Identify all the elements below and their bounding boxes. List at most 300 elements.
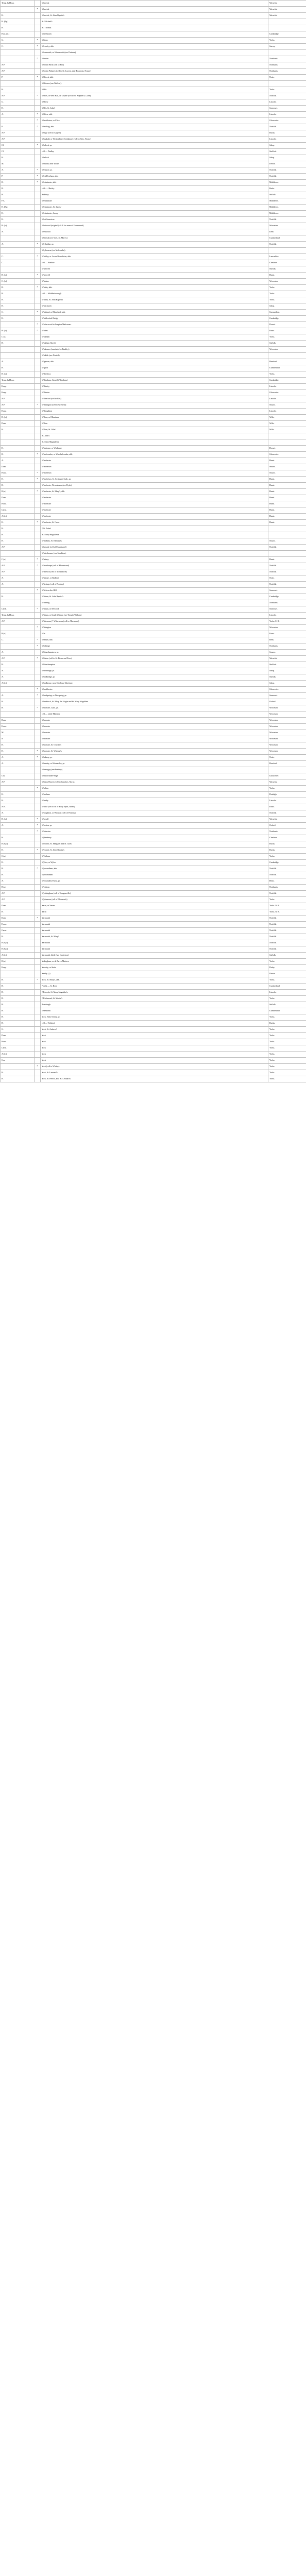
order-type-cell: A. bbox=[1, 575, 35, 582]
mark-cell bbox=[35, 409, 41, 415]
index-row bbox=[1, 569, 306, 575]
house-name-cell: Willerton bbox=[41, 390, 268, 396]
mark-cell bbox=[35, 291, 41, 297]
order-type-cell: Hosp. bbox=[1, 384, 35, 390]
county-cell: Worcester. bbox=[268, 742, 306, 749]
house-name-cell: Warwick, St. John Baptist's bbox=[41, 13, 268, 19]
mark-cell bbox=[35, 390, 41, 396]
index-row bbox=[1, 161, 306, 167]
order-type-cell: H. bbox=[1, 742, 35, 749]
mark-cell bbox=[35, 341, 41, 347]
mark-cell: * bbox=[35, 866, 41, 872]
house-name-cell: Wigton bbox=[41, 365, 268, 371]
county-cell: Yorks. bbox=[268, 87, 306, 93]
house-name-cell: Yarmouth bbox=[41, 940, 268, 946]
index-row bbox=[1, 143, 306, 149]
house-name-cell: Warwick bbox=[41, 7, 268, 13]
county-cell: Hereford. bbox=[268, 359, 306, 365]
order-type-cell: Dom. bbox=[1, 495, 35, 501]
county-cell: Lincoln. bbox=[268, 396, 306, 402]
mark-cell: * bbox=[35, 563, 41, 569]
index-row bbox=[1, 334, 306, 341]
index-row bbox=[1, 514, 306, 520]
house-name-cell: Wrexby bbox=[41, 798, 268, 804]
county-cell: Norfolk. bbox=[268, 545, 306, 551]
index-row bbox=[1, 798, 306, 804]
index-row bbox=[1, 637, 306, 643]
index-row bbox=[1, 681, 306, 687]
county-cell bbox=[268, 433, 306, 439]
mark-cell bbox=[35, 266, 41, 273]
house-name-cell: Wilton, St. Giles' bbox=[41, 427, 268, 433]
county-cell bbox=[268, 81, 306, 87]
county-cell: Norfolk. bbox=[268, 916, 306, 922]
mark-cell bbox=[35, 316, 41, 322]
order-type-cell: Dom. bbox=[1, 916, 35, 922]
order-type-cell: C. (a.) bbox=[1, 279, 35, 285]
index-row bbox=[1, 674, 306, 681]
mark-cell bbox=[35, 87, 41, 93]
index-row bbox=[1, 452, 306, 458]
index-row bbox=[1, 198, 306, 205]
order-type-cell: H. bbox=[1, 303, 35, 310]
house-name-cell: Yarmouth bbox=[41, 922, 268, 928]
house-name-cell: Witham, or Selwood bbox=[41, 606, 268, 613]
county-cell: Bucks. bbox=[268, 1021, 306, 1027]
order-type-cell: Cl. bbox=[1, 149, 35, 155]
county-cell: Suffolk. bbox=[268, 674, 306, 681]
county-cell: Kent. bbox=[268, 229, 306, 235]
house-name-cell: Wareside (cell of Mountsorel) bbox=[41, 545, 268, 551]
county-cell: Warwick. bbox=[268, 13, 306, 19]
mark-cell bbox=[35, 711, 41, 718]
county-cell: Surrey. bbox=[268, 44, 306, 50]
index-row bbox=[1, 613, 306, 619]
county-cell: Worcester. bbox=[268, 279, 306, 285]
index-row bbox=[1, 347, 306, 353]
county-cell: Hants. bbox=[268, 507, 306, 514]
county-cell: Hants. bbox=[268, 520, 306, 526]
county-cell: Lincoln. bbox=[268, 99, 306, 106]
county-cell: Hants. bbox=[268, 477, 306, 483]
mark-cell bbox=[35, 959, 41, 965]
mark-cell bbox=[35, 569, 41, 575]
mark-cell bbox=[35, 137, 41, 143]
mark-cell bbox=[35, 223, 41, 229]
index-row bbox=[1, 223, 306, 229]
house-name-cell: Westwood (originally A.P. for nuns of Fontevrault) bbox=[41, 223, 268, 229]
county-cell: Hants. bbox=[268, 514, 306, 520]
order-type-cell: Temp. & Hosp. bbox=[1, 613, 35, 619]
house-name-cell: Witeringe (cell of Pontery) bbox=[41, 582, 268, 588]
house-name-cell: Worcester, Cath., pr. bbox=[41, 705, 268, 711]
index-row bbox=[1, 186, 306, 192]
order-type-cell: P. bbox=[1, 124, 35, 130]
index-row bbox=[1, 928, 306, 934]
order-type-cell: B. bbox=[1, 341, 35, 347]
house-name-cell: Winchester bbox=[41, 458, 268, 464]
mark-cell bbox=[35, 779, 41, 786]
mark-cell: * bbox=[35, 38, 41, 44]
index-row bbox=[1, 736, 306, 742]
mark-cell bbox=[35, 940, 41, 946]
index-row bbox=[1, 217, 306, 223]
index-row bbox=[1, 235, 306, 242]
mark-cell: * bbox=[35, 174, 41, 180]
county-cell: Norfolk. bbox=[268, 124, 306, 130]
mark-cell: * bbox=[35, 273, 41, 279]
house-name-cell: Winchester bbox=[41, 514, 268, 520]
index-row bbox=[1, 99, 306, 106]
mark-cell: * bbox=[35, 124, 41, 130]
index-row bbox=[1, 557, 306, 563]
house-name-cell: Wilbraham, Great (Wilbraham) bbox=[41, 378, 268, 384]
county-cell: Gloucester. bbox=[268, 118, 306, 124]
house-name-cell: cell — Middlesborough bbox=[41, 291, 268, 297]
index-row bbox=[1, 699, 306, 705]
index-row bbox=[1, 711, 306, 718]
house-name-cell: cell — Tickford bbox=[41, 1021, 268, 1027]
index-row bbox=[1, 402, 306, 409]
order-type-cell: H. bbox=[1, 365, 35, 371]
index-row bbox=[1, 415, 306, 421]
index-row bbox=[1, 1002, 306, 1008]
order-type-cell: A.P. bbox=[1, 93, 35, 99]
house-name-cell: Sudbury bbox=[41, 192, 268, 198]
county-cell: Notts. bbox=[268, 75, 306, 81]
mark-cell bbox=[35, 946, 41, 953]
order-type-cell: H. bbox=[1, 662, 35, 668]
index-row bbox=[1, 507, 306, 514]
index-row bbox=[1, 934, 306, 940]
mark-cell bbox=[35, 415, 41, 421]
index-row bbox=[1, 130, 306, 137]
county-cell: Worcester. bbox=[268, 223, 306, 229]
index-row bbox=[1, 180, 306, 186]
mark-cell bbox=[35, 841, 41, 848]
index-row bbox=[1, 817, 306, 823]
order-type-cell: A. bbox=[1, 693, 35, 699]
index-row bbox=[1, 38, 306, 44]
index-row bbox=[1, 878, 306, 885]
mark-cell bbox=[35, 1070, 41, 1076]
county-cell: Middlesex. bbox=[268, 205, 306, 211]
order-type-cell: A.P. bbox=[1, 137, 35, 143]
index-row bbox=[1, 984, 306, 990]
county-cell: Northants. bbox=[268, 829, 306, 835]
index-row bbox=[1, 588, 306, 594]
index-row bbox=[1, 538, 306, 545]
order-type-cell: A.P. bbox=[1, 545, 35, 551]
order-type-cell: A.P. bbox=[1, 69, 35, 75]
order-type-cell: H. bbox=[1, 848, 35, 854]
county-cell: Suffolk. bbox=[268, 341, 306, 347]
order-type-cell: A.(fr.) bbox=[1, 1052, 35, 1058]
county-cell: Dorset. bbox=[268, 322, 306, 328]
order-type-cell: B. bbox=[1, 1002, 35, 1008]
index-row bbox=[1, 112, 306, 118]
county-cell: Yorks. bbox=[268, 334, 306, 341]
index-row bbox=[1, 316, 306, 322]
mark-cell bbox=[35, 1014, 41, 1021]
mark-cell bbox=[35, 62, 41, 69]
mark-cell bbox=[35, 545, 41, 551]
house-name-cell: Winchcombe, or Winchelcombe, abb. bbox=[41, 452, 268, 458]
county-cell: Worcester. bbox=[268, 730, 306, 736]
house-name-cell: Wotton-under-Edge bbox=[41, 773, 268, 779]
house-name-cell: West Somerton bbox=[41, 217, 268, 223]
order-type-cell: A.H. bbox=[1, 804, 35, 810]
index-row bbox=[1, 1064, 306, 1070]
house-name-cell: Westacre, pr. bbox=[41, 167, 268, 174]
county-cell: Yorks. bbox=[268, 1033, 306, 1039]
mark-cell bbox=[35, 1058, 41, 1064]
mark-cell bbox=[35, 1008, 41, 1014]
order-type-cell: Dom. bbox=[1, 718, 35, 724]
house-name-cell: Westminster bbox=[41, 198, 268, 205]
mark-cell bbox=[35, 922, 41, 928]
mark-cell: * bbox=[35, 786, 41, 792]
mark-cell bbox=[35, 674, 41, 681]
order-type-cell: M. bbox=[1, 730, 35, 736]
order-type-cell: A. bbox=[1, 229, 35, 235]
order-type-cell: B. bbox=[1, 977, 35, 984]
house-name-cell: St. Thomas'. bbox=[41, 25, 268, 31]
index-row bbox=[1, 965, 306, 971]
county-cell: Warwick. bbox=[268, 1, 306, 7]
index-row bbox=[1, 1045, 306, 1052]
order-type-cell: H. bbox=[1, 477, 35, 483]
county-cell: Essex. bbox=[268, 631, 306, 637]
mark-cell bbox=[35, 804, 41, 810]
county-cell: Worcester. bbox=[268, 625, 306, 631]
mark-cell bbox=[35, 483, 41, 489]
mark-cell bbox=[35, 1033, 41, 1039]
mark-cell bbox=[35, 439, 41, 446]
mark-cell bbox=[35, 742, 41, 749]
index-row bbox=[1, 977, 306, 984]
county-cell: Essex. bbox=[268, 804, 306, 810]
index-row bbox=[1, 303, 306, 310]
order-type-cell: B. bbox=[1, 990, 35, 996]
mark-cell bbox=[35, 600, 41, 606]
mark-cell bbox=[35, 909, 41, 916]
order-type-cell: M. bbox=[1, 161, 35, 167]
house-name-cell: Weybridge, pr. bbox=[41, 242, 268, 248]
order-type-cell: B. (a.) bbox=[1, 371, 35, 378]
index-row bbox=[1, 823, 306, 829]
index-row bbox=[1, 439, 306, 446]
order-type-cell: A.P. bbox=[1, 563, 35, 569]
county-cell: Hants. bbox=[268, 273, 306, 279]
county-cell: Berks. bbox=[268, 186, 306, 192]
house-name-cell: Wormegay (see Pentney). bbox=[41, 767, 268, 773]
order-type-cell: H.(Ep.) bbox=[1, 946, 35, 953]
mark-cell bbox=[35, 229, 41, 235]
mark-cell bbox=[35, 433, 41, 439]
index-row bbox=[1, 266, 306, 273]
index-row bbox=[1, 687, 306, 693]
house-name-cell: Yarmouth bbox=[41, 946, 268, 953]
county-cell: Salop. bbox=[268, 303, 306, 310]
house-name-cell: Wearmouth, or Weremouth (see Durham). bbox=[41, 50, 268, 56]
order-type-cell bbox=[1, 439, 35, 446]
order-type-cell: C. bbox=[1, 254, 35, 260]
mark-cell bbox=[35, 446, 41, 452]
county-cell: Worcester. bbox=[268, 736, 306, 742]
house-name-cell: † Lincoln, St. Mary Magdalen's bbox=[41, 990, 268, 996]
mark-cell: * bbox=[35, 916, 41, 922]
order-type-cell: A.P. bbox=[1, 897, 35, 903]
index-row bbox=[1, 69, 306, 75]
county-cell: Suffolk. bbox=[268, 953, 306, 959]
county-cell: Yorks. bbox=[268, 1039, 306, 1045]
house-name-cell: Wellow, abb. bbox=[41, 112, 268, 118]
index-row bbox=[1, 242, 306, 248]
house-name-cell: Wolston (cell to St. Pierre sur Dives) bbox=[41, 656, 268, 662]
mark-cell: * bbox=[35, 656, 41, 662]
house-name-cell: Yarmouth, Little (see Gorleston) bbox=[41, 953, 268, 959]
house-name-cell: Widkirk (see Nostell). bbox=[41, 353, 268, 359]
house-name-cell: Wenlock, pr. bbox=[41, 143, 268, 149]
county-cell: Hants. bbox=[268, 489, 306, 495]
index-row bbox=[1, 551, 306, 557]
house-name-cell: Wormley, or Wormesley, pr. bbox=[41, 761, 268, 767]
county-cell: Cumberland. bbox=[268, 984, 306, 990]
house-name-cell: Wigmore, abb. bbox=[41, 359, 268, 365]
mark-cell bbox=[35, 631, 41, 637]
index-row bbox=[1, 81, 306, 87]
index-row bbox=[1, 19, 306, 25]
house-name-cell: Windham, St. Edmund's bbox=[41, 538, 268, 545]
mark-cell bbox=[35, 427, 41, 433]
order-type-cell: C. bbox=[1, 44, 35, 50]
mark-cell: * bbox=[35, 557, 41, 563]
index-row bbox=[1, 501, 306, 507]
index-row bbox=[1, 421, 306, 427]
house-name-cell: Wybunbury bbox=[41, 835, 268, 841]
house-name-cell: Wykeham bbox=[41, 854, 268, 860]
mark-cell: * bbox=[35, 180, 41, 186]
house-name-cell: St. John's bbox=[41, 433, 268, 439]
index-row bbox=[1, 872, 306, 878]
mark-cell bbox=[35, 235, 41, 242]
index-row bbox=[1, 903, 306, 909]
index-row bbox=[1, 353, 306, 359]
order-type-cell: A. bbox=[1, 650, 35, 656]
county-cell: Lincoln. bbox=[268, 798, 306, 804]
mark-cell bbox=[35, 161, 41, 167]
county-cell: Beds. bbox=[268, 637, 306, 643]
house-name-cell: Rumburgh bbox=[41, 1002, 268, 1008]
order-type-cell bbox=[1, 353, 35, 359]
order-type-cell bbox=[1, 711, 35, 718]
order-type-cell bbox=[1, 235, 35, 242]
house-name-cell: Whitland, or Blancland, abb. bbox=[41, 310, 268, 316]
index-row bbox=[1, 755, 306, 761]
county-cell: Norfolk. bbox=[268, 810, 306, 817]
county-cell: Middlesex. bbox=[268, 211, 306, 217]
house-name-cell: Winchelsea bbox=[41, 464, 268, 470]
house-name-cell: Whittlesford Bridge bbox=[41, 316, 268, 322]
house-name-cell: York, St. Peter's, also St. Leonard's bbox=[41, 1076, 268, 1082]
county-cell: Lincoln. bbox=[268, 112, 306, 118]
order-type-cell: C.(a.) bbox=[1, 854, 35, 860]
order-type-cell: H. bbox=[1, 872, 35, 878]
order-type-cell: Carm. bbox=[1, 928, 35, 934]
index-row bbox=[1, 631, 306, 637]
house-name-cell: Wilton bbox=[41, 421, 268, 427]
house-name-cell: Witham, St. John Baptist's bbox=[41, 594, 268, 600]
house-name-cell: York bbox=[41, 1033, 268, 1039]
county-cell bbox=[268, 19, 306, 25]
order-type-cell: H. bbox=[1, 909, 35, 916]
index-row bbox=[1, 477, 306, 483]
index-row bbox=[1, 563, 306, 569]
county-cell: Salop. bbox=[268, 668, 306, 674]
order-type-cell: H. bbox=[1, 13, 35, 19]
county-cell: Yorks. bbox=[268, 977, 306, 984]
mark-cell bbox=[35, 507, 41, 514]
mark-cell bbox=[35, 613, 41, 619]
order-type-cell: A.P. bbox=[1, 656, 35, 662]
order-type-cell: B.(a.) bbox=[1, 631, 35, 637]
mark-cell bbox=[35, 1052, 41, 1058]
mark-cell bbox=[35, 582, 41, 588]
house-name-cell: West Dereham, abb. bbox=[41, 174, 268, 180]
house-name-cell: York, Holy Trinity, pr. bbox=[41, 1014, 268, 1021]
order-type-cell: Hosp. bbox=[1, 390, 35, 396]
index-row bbox=[1, 106, 306, 112]
mark-cell: * bbox=[35, 402, 41, 409]
index-row bbox=[1, 891, 306, 897]
house-name-cell: Woodbridge, pr. bbox=[41, 674, 268, 681]
county-cell: Warwick. bbox=[268, 656, 306, 662]
mark-cell: * bbox=[35, 477, 41, 483]
house-name-cell: Wisbeach (cell of Mountsorel) bbox=[41, 569, 268, 575]
order-type-cell: A. bbox=[1, 823, 35, 829]
order-type-cell: Dom. bbox=[1, 903, 35, 909]
county-cell: Wilts. bbox=[268, 421, 306, 427]
county-cell: Oxford. bbox=[268, 699, 306, 705]
index-row bbox=[1, 7, 306, 13]
county-cell: Yorks. bbox=[268, 1052, 306, 1058]
mark-cell bbox=[35, 396, 41, 402]
mark-cell bbox=[35, 526, 41, 532]
mark-cell bbox=[35, 371, 41, 378]
index-row bbox=[1, 470, 306, 477]
house-name-cell: Weedon bbox=[41, 56, 268, 62]
house-name-cell: Yarm, or Yarum bbox=[41, 903, 268, 909]
order-type-cell: B. bbox=[1, 866, 35, 872]
county-cell: Norfolk. bbox=[268, 563, 306, 569]
index-row bbox=[1, 810, 306, 817]
order-type-cell: H. bbox=[1, 538, 35, 545]
mark-cell: * bbox=[35, 829, 41, 835]
index-row bbox=[1, 761, 306, 767]
index-row bbox=[1, 946, 306, 953]
county-cell bbox=[268, 767, 306, 773]
mark-cell bbox=[35, 730, 41, 736]
county-cell: Yorks. bbox=[268, 38, 306, 44]
index-row bbox=[1, 532, 306, 538]
county-cell: Yorks. bbox=[268, 285, 306, 291]
house-name-cell: Wirenthorpe (cell of Mountsorel) bbox=[41, 563, 268, 569]
county-cell: Northants. bbox=[268, 69, 306, 75]
house-name-cell: cell — Stanlaw bbox=[41, 260, 268, 266]
order-type-cell: B. (a.) bbox=[1, 817, 35, 823]
mark-cell bbox=[35, 198, 41, 205]
